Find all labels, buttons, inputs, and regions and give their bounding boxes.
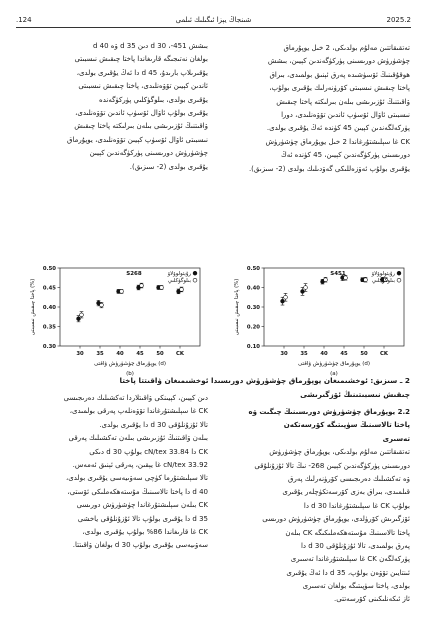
issue-number: 2025.2 [386, 16, 411, 24]
x-tick-label: 45 [136, 351, 144, 357]
chart-s451 [216, 254, 414, 378]
y-tick-label: 0.30 [42, 344, 56, 350]
legend-label: بىلوگۈكلىي [167, 278, 191, 284]
data-point [284, 295, 288, 299]
y-tick-label: 0.40 [246, 285, 260, 292]
paragraph-line: CK غا سېلىشتۇرغاندا تۆۋەنلەپ پەرقى بولمىدى، [69, 407, 208, 416]
paragraph-line: ۋاقىتنىڭ ئۇزىرىشى بىلەن بىرلىكتە پاختا چىقىش [74, 122, 208, 131]
paragraph-line: CK غا سېلىشتۇرغاندا 2 خىل يوپۇرماق چۈشۈرۈش [265, 137, 410, 146]
paragraph-line: يۇقىرى بولدى (2- سىزىق). [129, 162, 208, 171]
legend-marker [397, 278, 401, 282]
paragraph-line: ئىنتايىن تۆۋەن بولۇپ، 35 d دا ئەڭ يۇقىرى [286, 568, 410, 577]
x-tick-label: 40 [116, 351, 124, 357]
text-column-top-right [218, 42, 410, 246]
paragraph-line: تالا ئۇزۇنلۇقى 30 d دا يۇقىرى بولدى. [99, 420, 208, 429]
y-tick-label: 0.40 [42, 305, 56, 311]
y-tick-label: 0.35 [42, 324, 56, 331]
y-tick-label: 0.50 [246, 266, 260, 272]
paragraph-line: نىسبىتى ئاۋال ئۆسۈپ كېيىن تۆۋەنلىدى، يوپۇرماق [67, 135, 208, 144]
paragraph-line: پۈركەلگەن CK غا سېلىشتۇرغاندا تەسىرى [290, 555, 410, 564]
legend-label: بىلوگۈكلىي [371, 278, 395, 284]
page-number: .124 [16, 16, 32, 24]
x-tick-label: 30 [76, 351, 84, 357]
paragraph-line: تالا سېلىشتۇرما كۈچى سەۋىيەسى يۇقىرى بولدى، [66, 474, 208, 483]
data-point [140, 284, 144, 288]
data-point [180, 288, 184, 292]
y-tick-label: 0.45 [42, 285, 56, 292]
panel-label: (a) [330, 371, 338, 377]
paragraph-line: بىشش 451-، 30 d دىن 35 d ۋە 40 d [92, 42, 208, 50]
data-point [364, 278, 368, 282]
paragraph-line: يۇقىرى بولۇپ ئاۋال ئۆسۈپ ئاندىن تۆۋەنلىدى، [75, 108, 208, 117]
paragraph-line: پۈركەلگەندىن كېيىن 45 كۈندە ئەڭ يۇقىرى بولدى. [266, 124, 410, 133]
y-axis-label: پاختا چىقىش نىسبىتى (%) [234, 278, 240, 336]
y-tick-label: 0.50 [42, 266, 56, 272]
x-tick-label: 45 [340, 351, 348, 357]
section-title-line: پاختا تالاسىنىڭ سۈپىتىگە كۆرسەتكەن [283, 421, 410, 430]
x-tick-label: CK [380, 351, 388, 357]
paragraph-line: ۋاقىتنىڭ ئۇزىرىشى بىلەن بىرلىكتە پاختا چىقىش [276, 97, 410, 106]
paragraph-line: بىلەن ۋاقىتنىڭ ئۇزىرىشى بىلەن تەكشىلىك پەرقى [68, 434, 208, 443]
y-axis-label: پاختا چىقىش نىسبىتى (%) [30, 278, 36, 336]
x-tick-label: 50 [156, 351, 164, 357]
legend-marker [397, 271, 401, 275]
chart-title: S451 [330, 271, 346, 277]
paragraph-line: سەۋىيەسى يۇقىرى بولۇپ 30 d بولغان ۋاقىتتا. [72, 541, 208, 550]
paragraph-line: بولغان نەتىجىگە قارىغاندا پاختا چىقىش نىسبىتى [74, 55, 208, 64]
paragraph-line: چۈشۈرۈش دورىسىنى پۈركۈگەندىن كېيىن، بىشش [267, 57, 410, 66]
paragraph-line: تەتقىقاتتىن مەلۇم بولدىكى، 2 خىل يوپۇرماق [283, 44, 410, 52]
legend-marker [193, 271, 197, 275]
data-point [120, 290, 124, 294]
figure-caption-line-2: چىقىش نىسبىتىنىڭ ئۆزگىرىشى [300, 390, 410, 399]
paragraph-line: CK بىلەن سېلىشتۇرغاندا چۈشۈرۈش دورىسى [76, 501, 208, 510]
text-column-bottom-right [218, 406, 410, 626]
x-axis-label: يوپۇرماق چۈشۈرۈش ۋاقتى (d) [93, 361, 167, 367]
paragraph-line: ئۆزگىرىش كۆرۈلدى، يوپۇرماق چۈشۈرۈش دورىسى [262, 515, 410, 524]
figure-caption-line-1: 2 ـ سىزىق: ئوخشىمىغان يوپۇرماق چۈشۈرۈش دورىسىدا ئوخشىمىغان ۋاقىتتا پاختا [119, 376, 410, 385]
x-tick-label: 40 [320, 351, 328, 357]
data-point [324, 278, 328, 282]
paragraph-line: بولدى، پاختا سۈپىتىگە بولغان تەسىرى [302, 582, 410, 591]
data-point [80, 313, 84, 317]
paragraph-line: دىن كېيىن، كېيىنكى ۋاقىتلاردا تەكشىلىك دەرىجىسى [63, 394, 208, 402]
x-axis-label: يوپۇرماق چۈشۈرۈش ۋاقتى (d) [297, 361, 371, 367]
y-tick-label: 0.10 [246, 344, 260, 350]
paragraph-line: پاختا تالاسىنىڭ مۇستەھكەملىكىگە CK بىلەن [285, 528, 410, 537]
section-title-line: تەسىرى [382, 434, 410, 443]
panel-label: (b) [126, 371, 134, 377]
paragraph-line: ئاندىن كېيىن تۆۋەنلىدى، پاختا چىقىش نىسبىتى [78, 82, 208, 91]
paragraph-line: ۋە تەكشىلىك دەرىجىسى كۆرۈنەرلىك پەرق [288, 474, 410, 483]
text-column-bottom-left [16, 392, 208, 624]
x-tick-label: 35 [300, 351, 308, 357]
data-point [160, 286, 164, 290]
paragraph-line: بولۇپ CK غا سېلىشتۇرغاندا 30 d دا [303, 501, 410, 510]
paragraph-line: 40 d دا پاختا تالاسىنىڭ مۇستەھكەملىكى ئۆستى، [67, 487, 208, 496]
paragraph-line: 33.92 cN/tex غا يېقىن، پەرقى ئېنىق ئەمەس. [72, 460, 208, 469]
legend-label: رۇيتولوۋلاۋ [371, 271, 395, 277]
paragraph-line: يۇقىرىلاپ بارىدۇ، 45 d دا ئەڭ يۇقىرى بولدى، [76, 68, 208, 77]
y-tick-label: 0.30 [246, 305, 260, 311]
paragraph-line: CK غا قارىغاندا 86% بولۇپ يۇقىرى بولدى، [82, 527, 208, 536]
text-column-top-left [16, 40, 208, 210]
y-tick-label: 0.20 [246, 324, 260, 331]
chart-s268 [12, 254, 210, 378]
paragraph-line: دورىسىنى پۈركۈگەندىن كېيىن 268- نىڭ تالا ئۇزۇنلۇقى [254, 461, 410, 470]
data-point [77, 317, 81, 321]
paragraph-line: چۈشۈرۈش دورىسىنى پۈركۈگەندىن كېيىن [89, 149, 208, 158]
paragraph-line: نىسبىتى ئاۋال ئۆسۈپ ئاندىن تۆۋەنلىدى، دورا [281, 110, 410, 119]
legend-marker [193, 278, 197, 282]
data-point [304, 286, 308, 290]
x-tick-label: 30 [280, 351, 288, 357]
data-point [100, 303, 104, 307]
paragraph-line: ھوقۇقىنىڭ ئۆسۈشىدە پەرق ئېنىق بولمىدى، بىراق [269, 70, 410, 79]
x-tick-label: 35 [96, 351, 104, 357]
paragraph-line: قىلمىدى، بىراق بەزى كۆرسەتكۈچلەر يۇقىرى [282, 488, 410, 497]
paragraph-line: تەتقىقاتتىن مەلۇم بولدىكى، يوپۇرماق چۈشۈرۈش [269, 448, 410, 457]
legend-label: رۇيتولوۋلاۋ [167, 271, 191, 277]
x-tick-label: CK [176, 351, 184, 357]
x-tick-label: 50 [360, 351, 368, 357]
paragraph-line: يۇقىرى بولۇپ ئەۋزەللىكى گەۋدىلىك بولدى (2- سىزىق). [248, 164, 410, 173]
section-title-line: 2.2 يوپۇرماق چۈشۈرۈش دورىسىنىڭ چىگىت ۋە [248, 408, 410, 416]
journal-title: شىنجاڭ يېزا ئىگىلىك ئىلمى [175, 16, 252, 24]
paragraph-line: يۇقىرى بولدى، بىلوگۈكلىي پۈركۈگەندە [99, 95, 208, 104]
paragraph-line: ئاز ئىكەنلىكىنى كۆرسەتتى. [334, 595, 410, 604]
header-rule [16, 27, 411, 28]
paragraph-line: 35 d دا يۇقىرى بولۇپ تالا ئۇزۇنلۇقى ياخشى [77, 514, 208, 523]
paragraph-line: پاختا چىقىش نىسبىتى كۆرۈنەرلىك يۇقىرى بولۇپ، [269, 84, 410, 93]
paragraph-line: پەرق بولمىدى، تالا ئۇزۇنلۇقى 30 d دا [300, 541, 410, 550]
paragraph-line: دورىسىنى پۈركۈگەندىن كېيىن، 45 كۈندە ئەڭ [280, 151, 410, 160]
chart-title: S268 [126, 271, 142, 277]
paragraph-line: CK دا 33.84 cN/tex بولۇپ 30 d دىكى [89, 447, 208, 456]
